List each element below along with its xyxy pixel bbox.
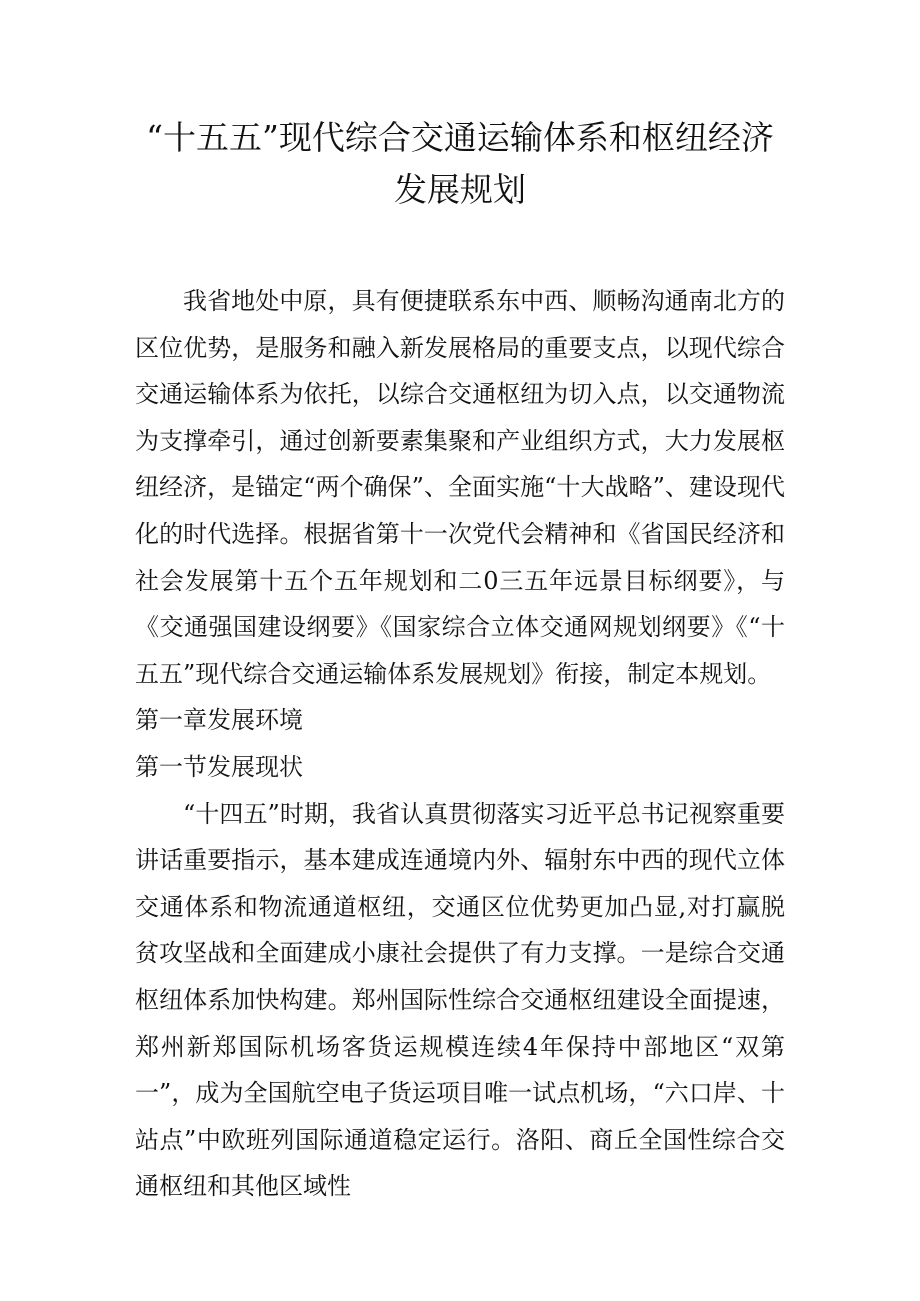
chapter-heading: 第一章发展环境 <box>135 706 303 735</box>
body-paragraph: “十四五”时期，我省认真贯彻落实习近平总书记视察重要讲话重要指示，基本建成连通境内外、辐射东中西的现代立体交通体系和物流通道枢纽，交通区位优势更加凸显,对打赢脱贫攻坚战和全面建成小康社会提供了有力支撑。一是综合交通枢纽体系加快构建。郑州国际性综合交通枢纽建设全面提速，郑州新郑国际机场客货运规模连续4年保持中部地区“双第一”，成为全国航空电子货运项目唯一试点机场，“六口岸、十站点”中欧班列国际通道稳定运行。洛阳、商丘全国性综合交通枢纽和其他区域性 <box>135 799 785 1201</box>
document-body <box>135 278 785 1210</box>
title-line-2: 发展规划 <box>394 170 526 209</box>
document-title <box>135 112 785 216</box>
intro-paragraph: 我省地处中原，具有便捷联系东中西、顺畅沟通南北方的区位优势，是服务和融入新发展格局的重要支点，以现代综合交通运输体系为依托，以综合交通枢纽为切入点，以交通物流为支撑牵引，通过创新要素集聚和产业组织方式，大力发展枢纽经济，是锚定“两个确保”、全面实施“十大战略”、建设现代化的时代选择。根据省第十一次党代会精神和《省国民经济和社会发展第十五个五年规划和二0三五年远景目标纲要》，与《交通强国建设纲要》《国家综合立体交通网规划纲要》《“十五五”现代综合交通运输体系发展规划》衔接，制定本规划。 <box>135 287 785 688</box>
section-heading: 第一节发展现状 <box>135 752 303 781</box>
title-line-1: “十五五”现代综合交通运输体系和枢纽经济 <box>146 118 774 157</box>
